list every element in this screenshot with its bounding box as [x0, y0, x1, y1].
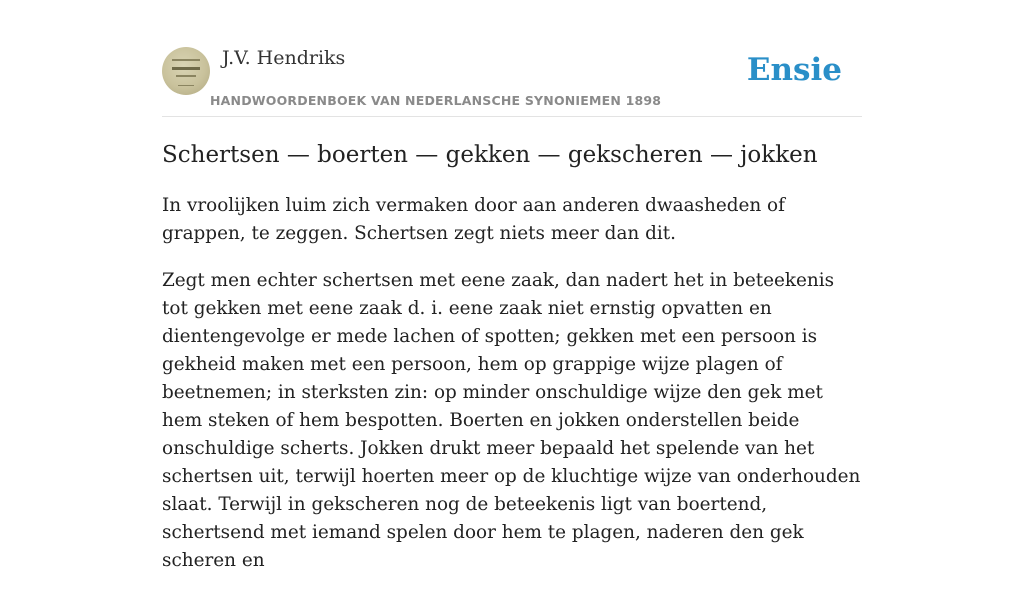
article-body: [162, 192, 864, 594]
header: [162, 0, 862, 117]
book-cover-avatar[interactable]: [162, 47, 210, 95]
cover-line: [178, 85, 194, 86]
article-paragraph: Zegt men echter schertsen met eene zaak, dan nadert het in beteekenis tot gekken met eene zaak d. i. eene zaak niet ernstig opvatten en dientengevolge er mede lachen of spotten; gekken met een persoon is gekheid maken met een persoon, hem op grappige wijze plagen of beetnemen; in sterksten zin: op minder onschuldige wijze den gek met hem steken of hem bespotten. Boerten en jokken onderstellen beide onschuldige scherts. Jokken drukt meer bepaald het spelende van het schertsen uit, terwijl hoerten meer op de kluchtige wijze van onderhouden slaat. Terwijl in gekscheren nog de beteekenis ligt van boertend, schertsend met iemand spelen door hem te plagen, naderen den gek scheren en: [162, 270, 861, 571]
cover-line: [176, 75, 196, 77]
article-title: Schertsen — boerten — gekken — gekscheren — jokken: [162, 142, 818, 168]
content-column: [162, 0, 862, 571]
brand-logo[interactable]: Ensie: [746, 52, 842, 88]
cover-line: [172, 67, 200, 70]
source-title[interactable]: HANDWOORDENBOEK VAN NEDERLANSCHE SYNONIEMEN 1898: [210, 93, 662, 108]
author-name[interactable]: J.V. Hendriks: [222, 47, 346, 69]
cover-line: [172, 59, 200, 61]
article-paragraph: In vroolijken luim zich vermaken door aan anderen dwaasheden of grappen, te zeggen. Schertsen zegt niets meer dan dit.: [162, 195, 785, 244]
